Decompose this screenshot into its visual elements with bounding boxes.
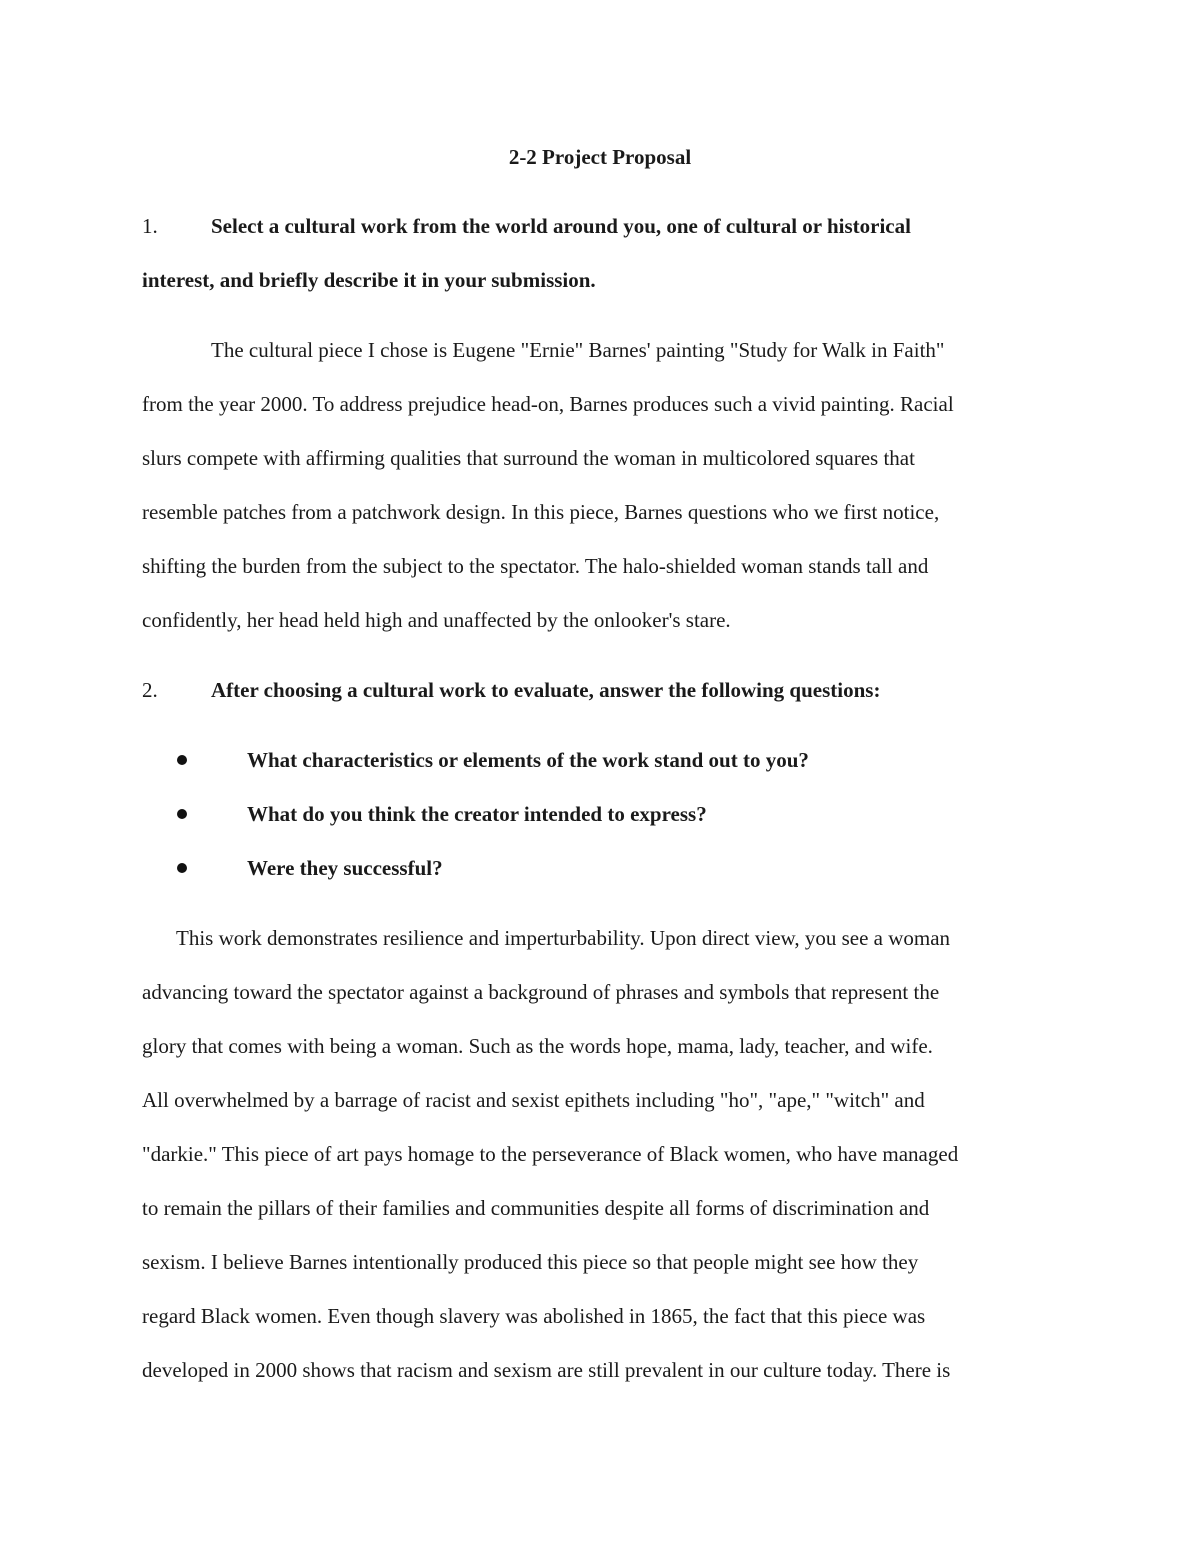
answer-2-line: glory that comes with being a woman. Such as the words hope, mama, lady, teacher, and wife. — [142, 1034, 933, 1058]
answer-2-line: regard Black women. Even though slavery was abolished in 1865, the fact that this piece was — [142, 1304, 926, 1328]
answer-2-line: All overwhelmed by a barrage of racist and sexist epithets including "ho", "ape," "witch" and — [142, 1088, 925, 1112]
question-2-prompt: After choosing a cultural work to evaluate, answer the following questions: — [211, 678, 881, 702]
bullet-icon — [177, 809, 187, 819]
answer-1-line: resemble patches from a patchwork design. In this piece, Barnes questions who we first notice, — [142, 500, 940, 524]
bullet-icon — [177, 755, 187, 765]
question-2-number: 2. — [142, 678, 158, 702]
answer-2-line: "darkie." This piece of art pays homage to the perseverance of Black women, who have managed — [142, 1142, 959, 1166]
question-1-prompt-line-2: interest, and briefly describe it in your submission. — [142, 268, 596, 292]
answer-2-line: This work demonstrates resilience and imperturbability. Upon direct view, you see a woman — [176, 926, 951, 950]
question-1-prompt-line-1: Select a cultural work from the world around you, one of cultural or historical — [211, 214, 911, 238]
answer-1-line: slurs compete with affirming qualities that surround the woman in multicolored squares that — [142, 446, 915, 470]
question-2-bullet: Were they successful? — [247, 856, 443, 880]
answer-2-line: advancing toward the spectator against a background of phrases and symbols that represent the — [142, 980, 940, 1004]
answer-1-line: from the year 2000. To address prejudice head-on, Barnes produces such a vivid painting. Racial — [142, 392, 954, 416]
bullet-icon — [177, 863, 187, 873]
answer-1-line: confidently, her head held high and unaffected by the onlooker's stare. — [142, 608, 731, 632]
answer-1-line: The cultural piece I chose is Eugene "Ernie" Barnes' painting "Study for Walk in Faith" — [211, 338, 945, 362]
answer-2-line: developed in 2000 shows that racism and sexism are still prevalent in our culture today. There is — [142, 1358, 951, 1382]
question-1-number: 1. — [142, 214, 158, 238]
question-2-bullet: What characteristics or elements of the work stand out to you? — [247, 748, 809, 772]
question-2-bullet: What do you think the creator intended to express? — [247, 802, 707, 826]
answer-2-line: sexism. I believe Barnes intentionally produced this piece so that people might see how they — [142, 1250, 919, 1274]
answer-2-line: to remain the pillars of their families and communities despite all forms of discrimination and — [142, 1196, 930, 1220]
answer-1-line: shifting the burden from the subject to the spectator. The halo-shielded woman stands tall and — [142, 554, 929, 578]
page-title: 2-2 Project Proposal — [508, 145, 692, 169]
